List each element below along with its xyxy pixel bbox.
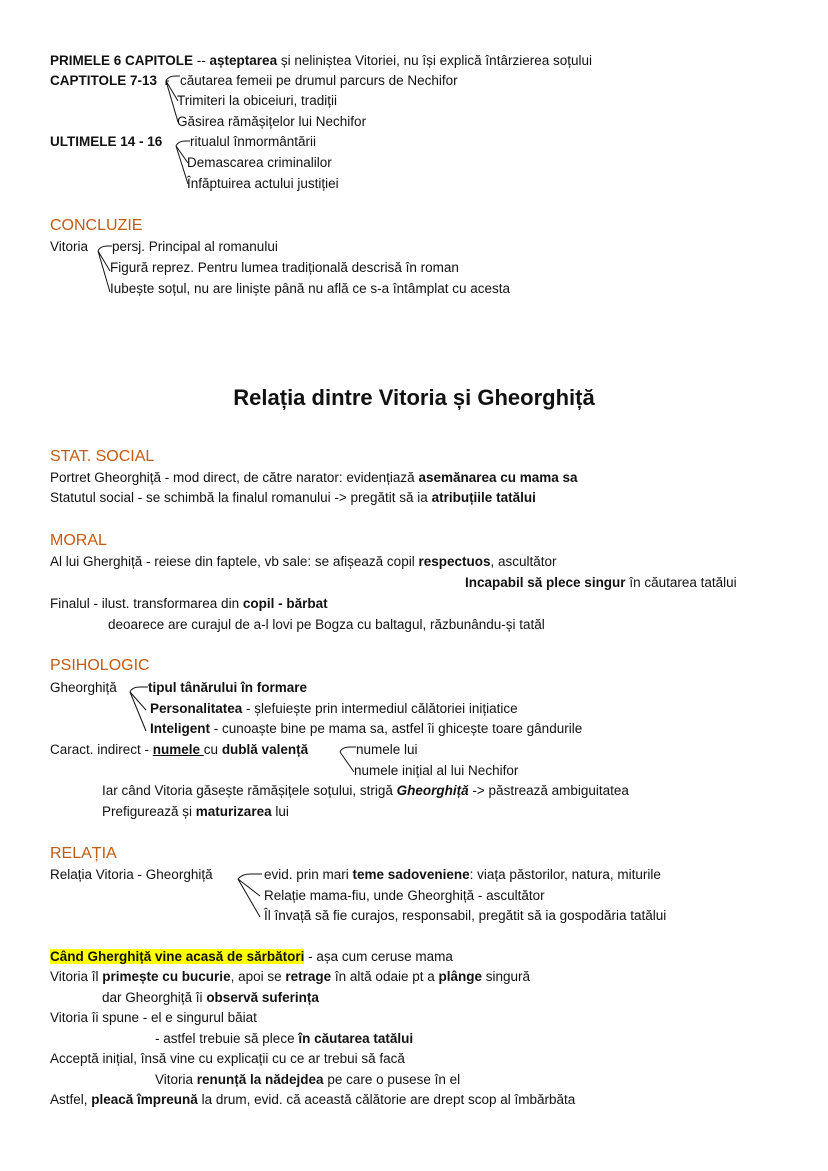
bold-text: teme sadoveniene [352, 867, 470, 882]
list-item: Trimiteri la obiceiuri, tradiții [177, 93, 338, 108]
paragraph-line [50, 469, 578, 487]
text: Iar când Vitoria găsește rămășițele soțului, strigă [102, 783, 397, 798]
bold-text: observă suferința [206, 990, 319, 1005]
text: Finalul - ilust. transformarea din [50, 596, 243, 611]
list-item: Demascarea criminalilor [187, 155, 332, 170]
capitole-label: PRIMELE 6 CAPITOLE [50, 53, 194, 68]
list-item: persj. Principal al romanului [112, 239, 278, 254]
separator: -- [193, 53, 210, 68]
text: singură [482, 969, 531, 984]
concluzie-subject: Vitoria [50, 239, 89, 254]
text: în altă odaie pt a [331, 969, 439, 984]
paragraph-line: deoarece are curajul de a-l lovi pe Bogza cu baltagul, răzbunându-și tatăl [108, 617, 545, 632]
list-item: Îl învață să fie curajos, responsabil, pregătit să ia gospodăria tatălui [264, 908, 667, 923]
bold-text: în căutarea tatălui [298, 1031, 414, 1046]
list-item [150, 720, 582, 738]
text: cu [203, 742, 222, 757]
text: și neliniștea Vitoriei, nu își explică întârzierea soțului [277, 53, 592, 68]
paragraph-line [50, 489, 536, 507]
text: : viața păstorilor, natura, miturile [469, 867, 661, 882]
paragraph-line [50, 741, 308, 759]
list-item: căutarea femeii pe drumul parcurs de Nechifor [180, 73, 458, 88]
text: , apoi se [230, 969, 286, 984]
bold-text: Incapabil să plece singur [465, 575, 626, 590]
paragraph-line [102, 989, 319, 1007]
bold-text: respectuos [418, 554, 491, 569]
paragraph-line [50, 595, 328, 613]
bold-text: retrage [285, 969, 332, 984]
paragraph-line [155, 1071, 460, 1089]
bold-text: pleacă împreună [91, 1092, 198, 1107]
paragraph-line [102, 803, 289, 821]
text: lui [271, 804, 289, 819]
bold-text: maturizarea [195, 804, 272, 819]
text: Portret Gheorghiță - mod direct, de către narator: evidențiază [50, 470, 419, 485]
text: -> păstrează ambiguitatea [468, 783, 629, 798]
bold-text: renunță la nădejdea [196, 1072, 324, 1087]
text: Vitoria îl [50, 969, 103, 984]
bold-text: plânge [438, 969, 482, 984]
list-item: tipul tânărului în formare [148, 680, 308, 695]
text: Al lui Gherghiță - reiese din faptele, vb sale: se afișează copil [50, 554, 419, 569]
paragraph-line [50, 553, 557, 571]
page-title: Relația dintre Vitoria și Gheorghiță [233, 385, 595, 410]
paragraph-line [155, 1030, 413, 1048]
paragraph-line [50, 948, 453, 966]
paragraph-line [102, 782, 629, 800]
text: Vitoria [155, 1072, 197, 1087]
section-heading-psihologic: PSIHOLOGIC [50, 657, 150, 674]
list-item: Înfăptuirea actului justiției [187, 176, 339, 191]
bold-text: așteptarea [209, 53, 278, 68]
bold-italic-text: Gheorghiță [396, 783, 469, 798]
list-item [264, 866, 661, 884]
bold-text: Personalitatea [150, 701, 243, 716]
bold-text: primește cu bucurie [102, 969, 231, 984]
paragraph-line: Vitoria îi spune - el e singurul băiat [50, 1010, 257, 1025]
text: în căutarea tatălui [625, 575, 737, 590]
list-item: Figură reprez. Pentru lumea tradițională descrisă în roman [110, 260, 459, 275]
capitole-row-1 [50, 52, 592, 70]
list-item: ritualul înmormântării [190, 134, 317, 149]
bold-text: asemănarea cu mama sa [418, 470, 578, 485]
paragraph-line [50, 1091, 575, 1109]
text: la drum, evid. că această călătorie are drept scop al îmbărbăta [197, 1092, 576, 1107]
bold-text: Inteligent [150, 721, 210, 736]
list-item: Iubește soțul, nu are liniște până nu află ce s-a întâmplat cu acesta [110, 281, 510, 296]
capitole-label: CAPTITOLE 7-13 [50, 73, 158, 88]
text: Statutul social - se schimbă la finalul romanului -> pregătit să ia [50, 490, 432, 505]
text: - astfel trebuie să plece [155, 1031, 299, 1046]
text: Prefigurează și [102, 804, 196, 819]
list-item [150, 700, 518, 718]
text: - așa cum ceruse mama [304, 949, 453, 964]
list-item: numele inițial al lui Nechifor [354, 763, 519, 778]
list-item: numele lui [356, 742, 418, 757]
section-heading-moral: MORAL [50, 532, 107, 549]
text: - șlefuiește prin intermediul călătoriei inițiatice [242, 701, 518, 716]
list-item: Relație mama-fiu, unde Gheorghiță - ascultător [264, 888, 545, 903]
section-heading-relatia: RELAȚIA [50, 845, 117, 862]
underlined-text: numele [152, 742, 204, 757]
list-item: Găsirea rămășițelor lui Nechifor [177, 114, 367, 129]
highlighted-text: Când Gherghiță vine acasă de sărbători [50, 949, 305, 964]
section-heading-stat-social: STAT. SOCIAL [50, 448, 155, 465]
bold-text: copil - bărbat [242, 596, 328, 611]
relatia-subject: Relația Vitoria - Gheorghiță [50, 867, 213, 882]
bold-text: atribuțiile tatălui [431, 490, 536, 505]
section-heading-concluzie: CONCLUZIE [50, 217, 143, 234]
text: - cunoaște bine pe mama sa, astfel îi ghicește toare gândurile [210, 721, 583, 736]
text: dar Gheorghiță îi [102, 990, 207, 1005]
text: pe care o pusese în el [323, 1072, 461, 1087]
text: Caract. indirect - [50, 742, 153, 757]
psihologic-subject: Gheorghiță [50, 680, 117, 695]
capitole-label: ULTIMELE 14 - 16 [50, 134, 163, 149]
bold-text: dublă valență [221, 742, 309, 757]
paragraph-line: Acceptă inițial, însă vine cu explicații cu ce ar trebui să facă [50, 1051, 405, 1066]
text: , ascultător [490, 554, 557, 569]
paragraph-line [50, 968, 530, 986]
paragraph-line [465, 574, 737, 592]
text: evid. prin mari [264, 867, 353, 882]
text: Astfel, [50, 1092, 92, 1107]
